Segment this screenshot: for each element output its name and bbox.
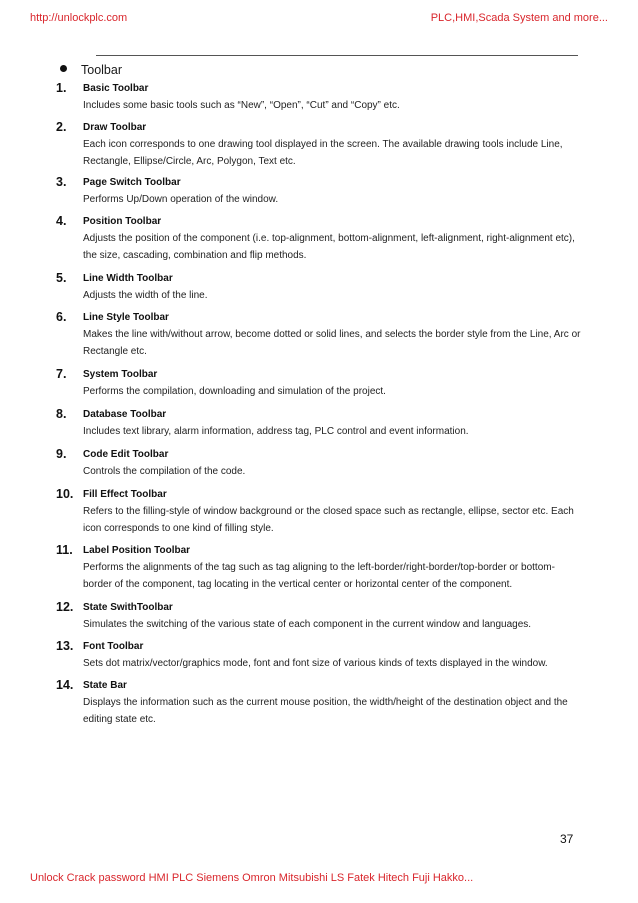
item-number: 13. — [56, 639, 74, 653]
item-title: Code Edit Toolbar — [83, 449, 169, 460]
item-title: Label Position Toolbar — [83, 545, 191, 556]
section-heading — [60, 63, 122, 77]
item-number: 14. — [56, 678, 74, 692]
item-title: State Bar — [83, 680, 127, 691]
item-number: 4. — [56, 214, 67, 228]
header-site-link[interactable]: http://unlockplc.com — [30, 12, 128, 24]
page-number: 37 — [560, 832, 574, 846]
item-description: Includes text library, alarm information, address tag, PLC control and event information. — [83, 426, 469, 437]
item-title: Line Width Toolbar — [83, 273, 173, 284]
item-number: 12. — [56, 600, 74, 614]
item-description: Includes some basic tools such as “New”, “Open”, “Cut” and “Copy” etc. — [83, 100, 400, 111]
item-title: Page Switch Toolbar — [83, 177, 181, 188]
item-title: Fill Effect Toolbar — [83, 489, 167, 500]
item-description: Refers to the filling-style of window background or the closed space such as rectangle, ellipse, sector etc. Each icon corresponds to one kind of filling style. — [83, 506, 574, 534]
item-title: Font Toolbar — [83, 641, 144, 652]
item-number: 7. — [56, 367, 67, 381]
item-title: Basic Toolbar — [83, 83, 149, 94]
item-description: Simulates the switching of the various state of each component in the current window and languages. — [83, 619, 532, 630]
item-description: Performs the compilation, downloading and simulation of the project. — [83, 386, 386, 397]
item-title: Position Toolbar — [83, 216, 162, 227]
item-description: Displays the information such as the current mouse position, the width/height of the destination object and the editing state etc. — [83, 697, 568, 725]
item-description: Controls the compilation of the code. — [83, 466, 246, 477]
bullet-icon — [60, 65, 67, 72]
item-number: 5. — [56, 271, 67, 285]
item-description: Adjusts the width of the line. — [83, 290, 208, 301]
item-number: 9. — [56, 447, 67, 461]
item-title: System Toolbar — [83, 369, 158, 380]
item-title: Line Style Toolbar — [83, 312, 169, 323]
footer-link[interactable]: Unlock Crack password HMI PLC Siemens Omron Mitsubishi LS Fatek Hitech Fuji Hakko... — [30, 872, 474, 884]
item-number: 2. — [56, 120, 67, 134]
item-title: Database Toolbar — [83, 409, 167, 420]
item-description: Sets dot matrix/vector/graphics mode, font and font size of various kinds of texts displayed in the window. — [83, 658, 548, 669]
item-title: State SwithToolbar — [83, 602, 173, 613]
item-description: Each icon corresponds to one drawing tool displayed in the screen. The available drawing tools include Line, Rectangle, Ellipse/Circle, Arc, Polygon, Text etc. — [83, 139, 563, 167]
item-number: 11. — [56, 543, 73, 557]
item-description: Adjusts the position of the component (i.e. top-alignment, bottom-alignment, left-alignment, right-alignment etc), the size, cascading, combination and flip methods. — [83, 233, 575, 261]
item-number: 8. — [56, 407, 67, 421]
item-number: 10. — [56, 487, 74, 501]
header-tagline: PLC,HMI,Scada System and more... — [430, 12, 608, 24]
item-number: 3. — [56, 175, 67, 189]
item-number: 6. — [56, 310, 67, 324]
header-divider — [96, 55, 578, 56]
item-title: Draw Toolbar — [83, 122, 147, 133]
item-description: Performs the alignments of the tag such as tag aligning to the left-border/right-border/top-border or bottom-border of the component, tag locating in the vertical center or horizontal center of the component. — [83, 562, 555, 590]
item-description: Performs Up/Down operation of the window. — [83, 194, 279, 205]
item-description: Makes the line with/without arrow, become dotted or solid lines, and selects the border style from the Line, Arc or Rectangle etc. — [83, 329, 581, 357]
section-title: Toolbar — [81, 63, 122, 77]
item-number: 1. — [56, 81, 67, 95]
